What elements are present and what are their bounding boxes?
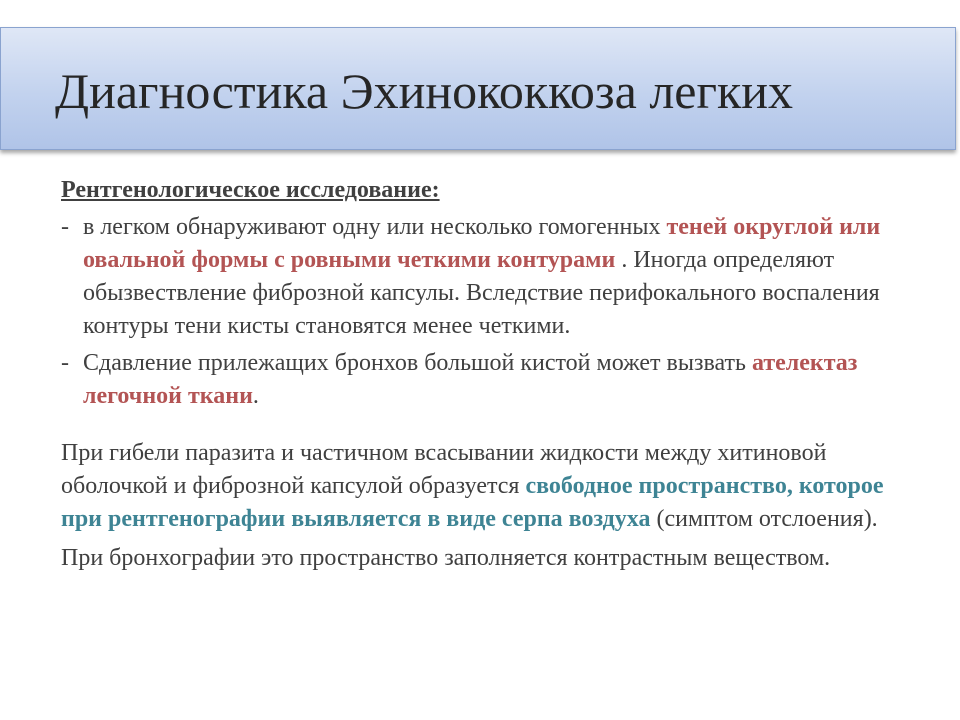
bullet-2-text-end: . — [252, 383, 259, 409]
section-heading: Рентгенологическое исследование: — [61, 177, 440, 203]
bullet-1-highlight: теней округлой или овальной формы с ровными четкими контурами — [83, 214, 881, 273]
bullet-2-highlight: ателектаз легочной ткани — [83, 350, 858, 409]
bullet-1-text-start: в легком обнаруживают одну или несколько гомогенных — [83, 214, 667, 240]
bullet-1-text-end: . Иногда определяют обызвествление фиброзной капсулы. Вследствие перифокального воспаления контуры тени кисты становятся менее четкими. — [83, 247, 880, 339]
slide-title: Диагностика Эхинококкоза легких — [55, 63, 794, 119]
bullet-item-2 — [61, 347, 906, 413]
bullet-2-text-start: Сдавление прилежащих бронхов большой кистой может вызвать — [83, 350, 752, 376]
bullet-dash: - — [61, 214, 69, 240]
bullet-item-1 — [61, 211, 906, 343]
paragraph-1-highlight: свободное пространство, которое при рентгенографии выявляется в виде серпа воздуха — [61, 473, 884, 532]
paragraph-1-text-end: (симптом отслоения). — [650, 506, 878, 532]
paragraph-2: При бронхографии это пространство заполняется контрастным веществом. — [61, 545, 831, 571]
slide-content — [61, 174, 906, 575]
paragraph-1-text-start: При гибели паразита и частичном всасывании жидкости между хитиновой оболочкой и фиброзной капсулой образуется — [61, 440, 827, 499]
paragraph-1 — [61, 437, 906, 536]
bullet-dash: - — [61, 350, 69, 376]
